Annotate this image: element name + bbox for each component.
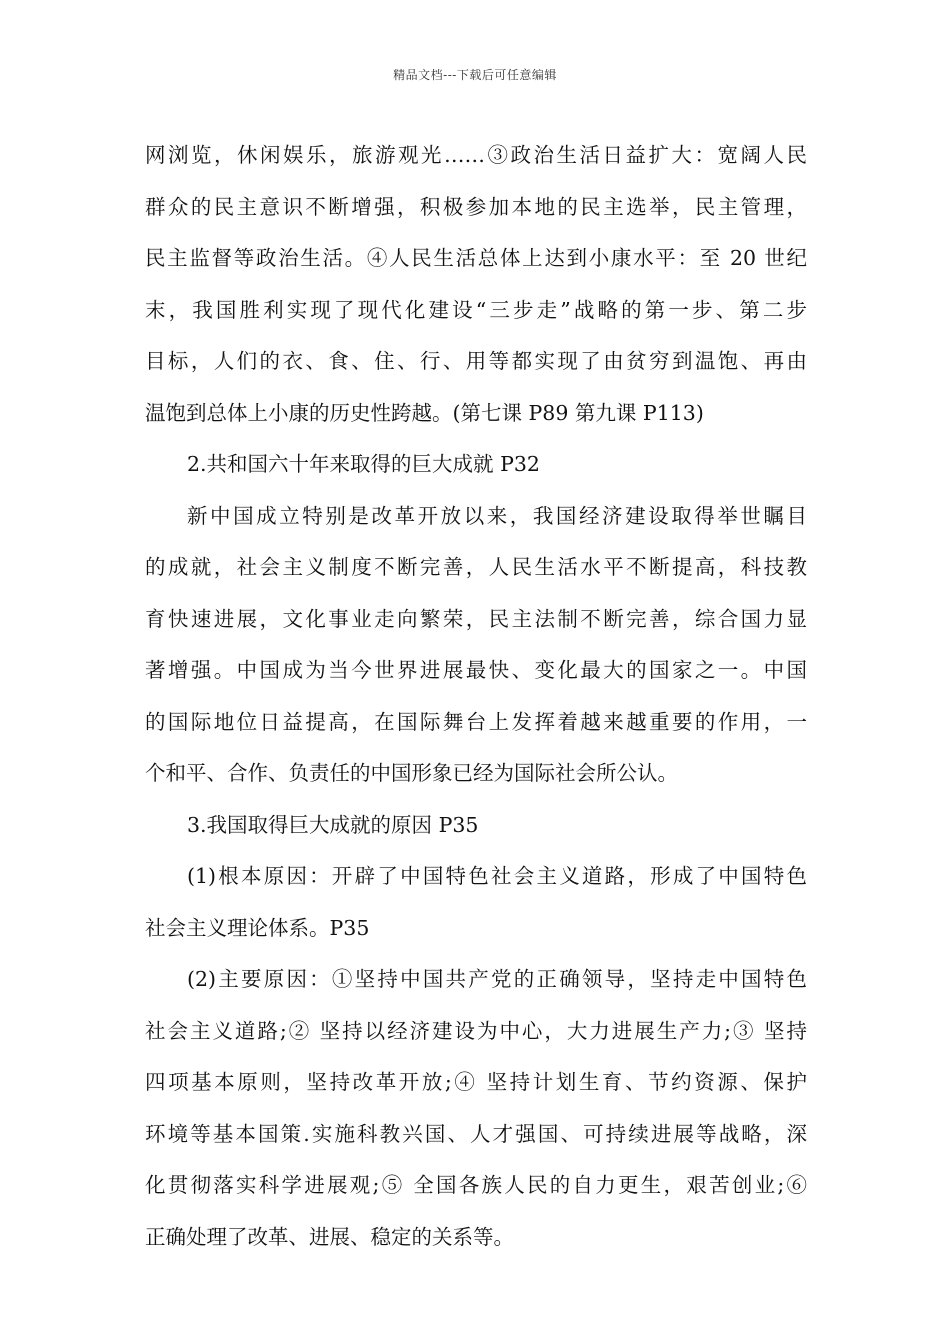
text-line: 育快速进展，文化事业走向繁荣，民主法制不断完善，综合国力显 — [145, 606, 807, 631]
document-body — [145, 130, 807, 1263]
text-line: 社会主义道路;② 坚持以经济建设为中心，大力进展生产力;③ 坚持 — [145, 1018, 807, 1043]
paragraph-first-line: (1)根本原因：开辟了中国特色社会主义道路，形成了中国特色 — [187, 864, 807, 888]
text-line: 目标，人们的衣、食、住、行、用等都实现了由贫穷到温饱、再由 — [145, 349, 807, 373]
paragraph-first-line: (2)主要原因：①坚持中国共产党的正确领导，坚持走中国特色 — [187, 967, 807, 991]
text-line: 的成就，社会主义制度不断完善，人民生活水平不断提高，科技教 — [145, 555, 807, 579]
text-line: 环境等基本国策.实施科教兴国、人才强国、可持续进展等战略，深 — [145, 1121, 807, 1146]
text-line: 个和平、合作、负责任的中国形象已经为国际社会所公认。 — [145, 761, 678, 785]
text-line: 正确处理了改革、进展、稳定的关系等。 — [145, 1224, 514, 1249]
text-line: 著增强。中国成为当今世界进展最快、变化最大的国家之一。中国 — [145, 658, 807, 682]
text-line: 四项基本原则，坚持改革开放;④ 坚持计划生育、节约资源、保护 — [145, 1070, 807, 1094]
section-heading: 2.共和国六十年来取得的巨大成就 P32 — [187, 452, 540, 476]
text-line: 网浏览，休闲娱乐，旅游观光……③政治生活日益扩大：宽阔人民 — [145, 143, 807, 167]
text-line: 群众的民主意识不断增强，积极参加本地的民主选举，民主管理， — [145, 194, 807, 219]
section-heading: 3.我国取得巨大成就的原因 P35 — [187, 812, 479, 837]
paragraph-first-line: 新中国成立特别是改革开放以来，我国经济建设取得举世瞩目 — [187, 503, 807, 528]
text-line: 的国际地位日益提高，在国际舞台上发挥着越来越重要的作用，一 — [145, 709, 807, 734]
text-line: 民主监督等政治生活。④人民生活总体上达到小康水平：至 20 世纪 — [145, 246, 807, 270]
text-line: 社会主义理论体系。P35 — [145, 915, 370, 940]
text-line: 温饱到总体上小康的历史性跨越。(第七课 P89 第九课 P113) — [145, 400, 704, 425]
page-header: 精品文档---下载后可任意编辑 — [393, 68, 557, 82]
text-line: 化贯彻落实科学进展观;⑤ 全国各族人民的自力更生，艰苦创业;⑥ — [145, 1173, 807, 1197]
text-line: 末，我国胜利实现了现代化建设“三步走”战略的第一步、第二步 — [145, 297, 807, 322]
